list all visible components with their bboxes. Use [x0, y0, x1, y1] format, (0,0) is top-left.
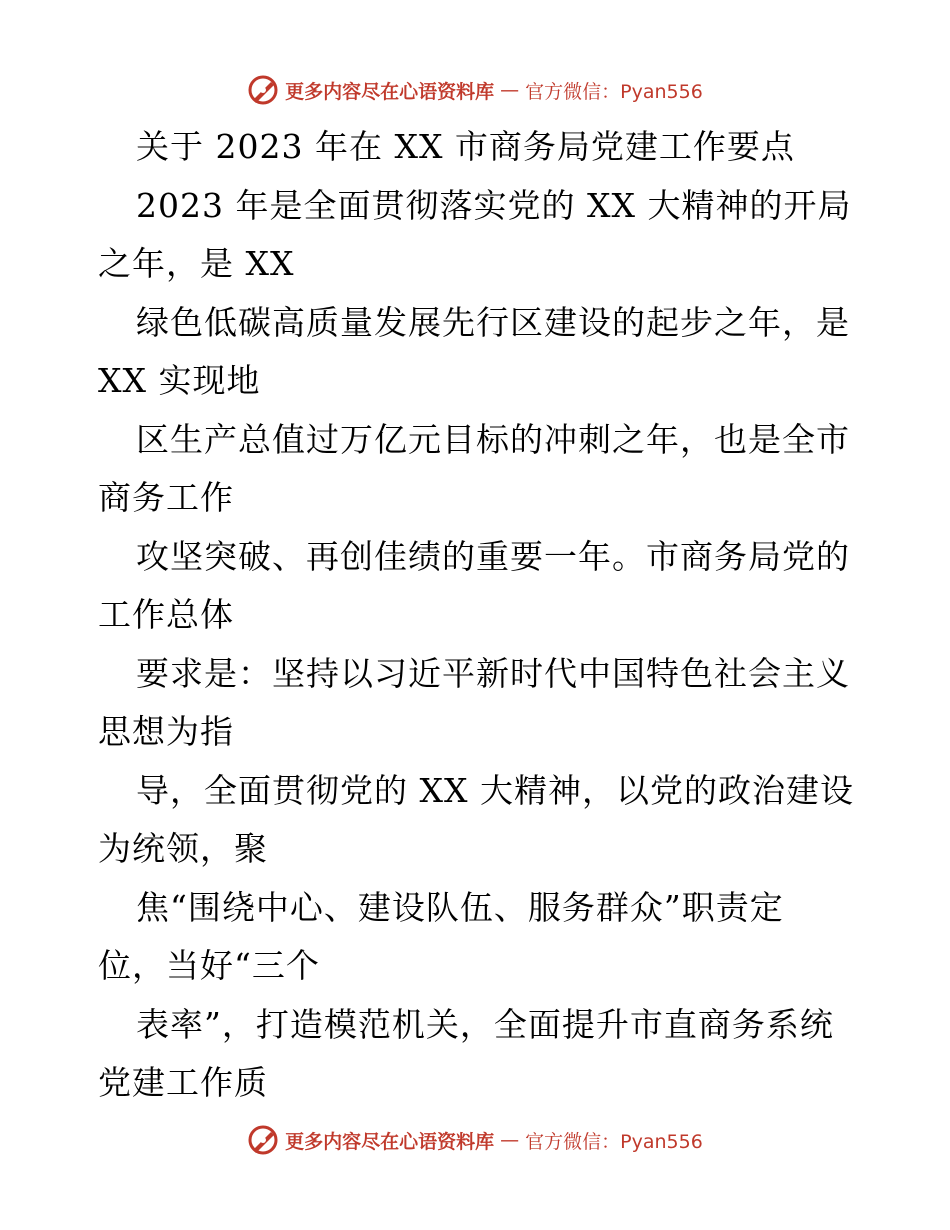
watermark-dash: — [500, 1129, 520, 1151]
paragraph-line: 2023 年是全面贯彻落实党的 XX 大精神的开局 [136, 185, 852, 225]
paragraph-line: 思想为指 [98, 712, 234, 751]
watermark-header [0, 70, 950, 110]
watermark-footer [0, 1120, 950, 1160]
paragraph-line: 工作总体 [98, 595, 234, 634]
watermark-main-text: 更多内容尽在心语资料库 [285, 1130, 495, 1153]
watermark-wechat-text: 官方微信：Pyan556 [525, 80, 703, 103]
paragraph-line: 要求是：坚持以习近平新时代中国特色社会主义 [136, 653, 850, 693]
watermark-main-text: 更多内容尽在心语资料库 [285, 80, 495, 103]
paragraph-line: 区生产总值过万亿元目标的冲刺之年，也是全市 [136, 419, 850, 459]
paragraph-line: 导，全面贯彻党的 XX 大精神，以党的政治建设 [136, 770, 854, 810]
watermark-wechat-text: 官方微信：Pyan556 [525, 1130, 703, 1153]
paragraph-line: 焦“围绕中心、建设队伍、服务群众”职责定 [136, 887, 784, 927]
paragraph-line: 关于 2023 年在 XX 市商务局党建工作要点 [136, 127, 795, 166]
paragraph-line: 商务工作 [98, 478, 234, 517]
paragraph-line: 为统领，聚 [98, 829, 268, 868]
watermark-dash: — [500, 79, 520, 101]
paragraph-line: 绿色低碳高质量发展先行区建设的起步之年，是 [136, 302, 850, 342]
paragraph-line: 位，当好“三个 [98, 946, 320, 985]
paragraph-line: XX 实现地 [98, 361, 261, 400]
paragraph-line: 表率”，打造模范机关，全面提升市直商务系统 [136, 1004, 834, 1044]
paragraph-line: 党建工作质 [98, 1063, 268, 1102]
pen-logo-icon [247, 1124, 279, 1156]
paragraph-line: 攻坚突破、再创佳绩的重要一年。市商务局党的 [136, 536, 850, 576]
paragraph-line: 之年，是 XX [98, 244, 295, 283]
pen-logo-icon [247, 74, 279, 106]
document-body [98, 118, 858, 1113]
